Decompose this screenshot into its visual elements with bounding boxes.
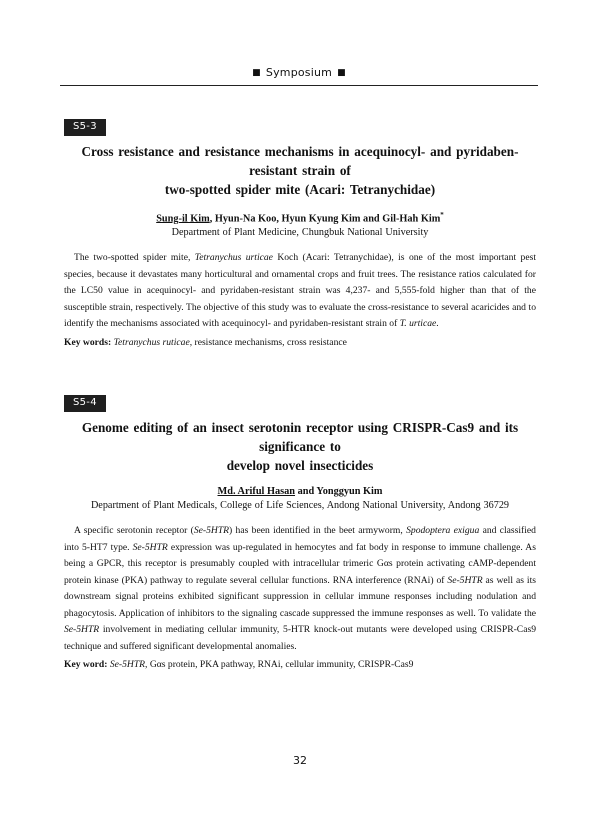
- keywords-label: Key word:: [64, 659, 108, 670]
- body-text: ) has been identified in the beet armyworm,: [229, 525, 407, 536]
- abstract-s5-4: [64, 392, 536, 672]
- gene-name: Se-5HTR: [447, 574, 483, 586]
- header-rule: [60, 85, 538, 86]
- abstract-title: [64, 142, 536, 199]
- abstract-body: [64, 523, 536, 655]
- title-line: Cross resistance and resistance mechanisms in acequinocyl- and pyridaben-resistant strain of: [81, 144, 519, 178]
- abstract-body: [64, 250, 536, 333]
- title-line: Genome editing of an insect serotonin receptor using CRISPR-Cas9 and its significance to: [81, 420, 519, 454]
- body-text: involvement in mediating cellular immunity, 5-HTR knock-out mutants were developed using CRISPR-Cas9 technique and suffered significant developmental anomalies.: [64, 624, 536, 652]
- gene-name: Se-5HTR: [64, 624, 100, 635]
- species-name: Tetranychus urticae: [194, 252, 273, 264]
- keywords-text: , Gαs protein, PKA pathway, RNAi, cellular immunity, CRISPR-Cas9: [145, 659, 414, 670]
- page-number: 32: [293, 754, 307, 767]
- body-text: expression was up-regulated in hemocytes and fat body in response to immune challenge. As being a GPCR, this receptor is presumably coupled with intracellular trimeric Gαs protein activating cAMP-dependent protein kinase (PKA) pathway to regulate several cellular functions. RNA interference (RNAi) of: [64, 541, 536, 586]
- body-text: A specific serotonin receptor (: [74, 525, 194, 536]
- species-name: T. urticae: [399, 318, 437, 330]
- body-text: The two-spotted spider mite,: [74, 252, 195, 264]
- abstract-code-badge: S5-3: [64, 119, 106, 136]
- header-title: Symposium: [265, 66, 333, 79]
- gene-name: Se-5HTR: [193, 525, 230, 536]
- presenting-author: Sung-il Kim: [156, 213, 210, 225]
- author-list: [64, 209, 536, 225]
- coauthors: , Hyun-Na Koo, Hyun Kyung Kim and Gil-Hah Kim: [209, 213, 441, 225]
- square-bullet-icon: ■: [252, 68, 261, 78]
- keywords-label: Key words:: [64, 336, 112, 348]
- keywords-text: , resistance mechanisms, cross resistance: [189, 336, 347, 348]
- gene-name: Se-5HTR: [132, 541, 168, 553]
- running-header: [60, 66, 538, 79]
- body-text: Koch (Acari: Tetranychidae), is one of the most important pest species, because it devastates many horticultural and ornamental crops and fruit trees. The resistance ratios calculated for the LC50 value in acequinocyl- and pyridaben-resistant strain was 4,237- and 5,555-fold higher than that of the susceptible strain, respectively. The objective of this study was to evaluate the cross-resistance to several acaricides and to identify the mechanisms associated with acequinocyl- and pyridaben-resistant strain of: [64, 252, 536, 330]
- abstract-code-badge: S5-4: [64, 395, 106, 412]
- body-text: and classified into 5-HT7 type.: [64, 525, 536, 553]
- body-text: .: [436, 318, 439, 330]
- affiliation: Department of Plant Medicine, Chungbuk National University: [171, 227, 429, 239]
- square-bullet-icon: ■: [337, 68, 346, 78]
- keywords: [64, 658, 536, 672]
- keyword-italic: Se-5HTR: [109, 659, 146, 670]
- coauthors: and Yonggyun Kim: [295, 486, 383, 497]
- keywords: [64, 336, 536, 350]
- affiliation: Department of Plant Medicals, College of Life Sciences, Andong National University, Andong 36729: [90, 500, 510, 511]
- species-name: Spodoptera exigua: [406, 525, 480, 536]
- body-text: as well as its downstream signal proteins exhibited significant suppression in cellular immune responses including nodulation and phagocytosis. Application of inhibitors to the signaling cascade suppressed the immune responses as well. To validate the: [64, 574, 536, 619]
- presenting-author: Md. Ariful Hasan: [217, 486, 296, 497]
- author-list: [64, 485, 536, 498]
- abstract-s5-3: [64, 116, 536, 350]
- abstract-title: [64, 418, 536, 475]
- corresponding-mark: *: [440, 211, 444, 219]
- title-line: two-spotted spider mite (Acari: Tetranychidae): [164, 182, 436, 197]
- keyword-italic: Tetranychus ruticae: [113, 336, 190, 348]
- title-line: develop novel insecticides: [226, 458, 374, 473]
